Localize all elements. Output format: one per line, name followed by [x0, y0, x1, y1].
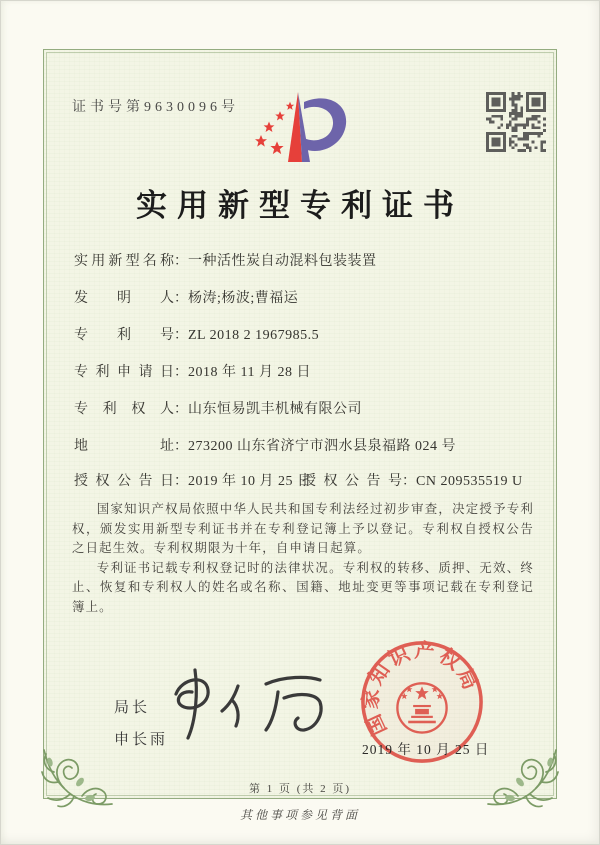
legal-body-text [72, 500, 534, 617]
field-value: 杨涛;杨波;曹福运 [188, 291, 299, 306]
certificate-title: 实用新型专利证书 [136, 188, 464, 223]
logo-stars [255, 102, 294, 154]
field-label: 专利号 [74, 328, 174, 343]
field-address: 地址：273200 山东省济宁市泗水县泉福路 024 号 [74, 435, 534, 472]
field-value: 2018 年 11 月 28 日 [188, 365, 311, 380]
director-signature [162, 664, 332, 750]
footer-note: 其他事项参见背面 [239, 808, 360, 822]
field-inventors: 发明人：杨涛;杨波;曹福运 [74, 287, 534, 324]
grant-number: 授权公告号：CN 209535519 U [302, 474, 523, 489]
field-patent-number: 专利号：ZL 2018 2 1967985.5 [74, 324, 534, 361]
field-label: 发明人 [74, 291, 174, 306]
cnipa-patent-logo [252, 86, 352, 170]
certificate-frame [43, 49, 557, 799]
certificate-fields [74, 250, 534, 472]
qr-code [486, 92, 546, 152]
field-application-date: 专利申请日：2018 年 11 月 28 日 [74, 361, 534, 398]
certificate-number: 证书号第9630096号 [72, 100, 239, 115]
field-value: 山东恒易凯丰机械有限公司 [188, 402, 362, 417]
field-label: 专利权人 [74, 402, 174, 417]
legal-paragraph-2: 专利证书记载专利权登记时的法律状况。专利权的转移、质押、无效、终止、恢复和专利权人的姓名或名称、国籍、地址变更等事项记载在专利登记簿上。 [72, 560, 534, 614]
field-patentee: 专利权人：山东恒易凯丰机械有限公司 [74, 398, 534, 435]
field-patent-name: 实用新型名称：一种活性炭自动混料包装装置 [74, 250, 534, 287]
grant-row [74, 470, 544, 490]
field-value: ZL 2018 2 1967985.5 [188, 328, 320, 343]
field-label: 实用新型名称 [74, 254, 174, 269]
field-label: 专利申请日 [74, 365, 174, 380]
seal-date: 2019 年 10 月 25 日 [362, 742, 490, 757]
corner-flourish-right [478, 722, 566, 810]
grant-date: 授权公告日：2019 年 10 月 25 日 [74, 474, 312, 489]
corner-flourish-left [34, 722, 122, 810]
seal-arc-text: 国家知识产权局 [359, 639, 483, 739]
field-value: 一种活性炭自动混料包装装置 [188, 254, 377, 269]
director-title: 局长 [114, 700, 151, 716]
field-label: 地址 [74, 439, 174, 454]
field-value: 273200 山东省济宁市泗水县泉福路 024 号 [188, 439, 456, 454]
director-name: 申长雨 [114, 732, 169, 748]
legal-paragraph-1: 国家知识产权局依照中华人民共和国专利法经过初步审查，决定授予专利权，颁发实用新型专利证书并在专利登记簿上予以登记。专利权自授权公告之日起生效。专利权期限为十年，自申请日起算。 [72, 502, 534, 555]
page-number: 第 1 页 (共 2 页) [248, 783, 352, 795]
director-block [114, 692, 168, 756]
